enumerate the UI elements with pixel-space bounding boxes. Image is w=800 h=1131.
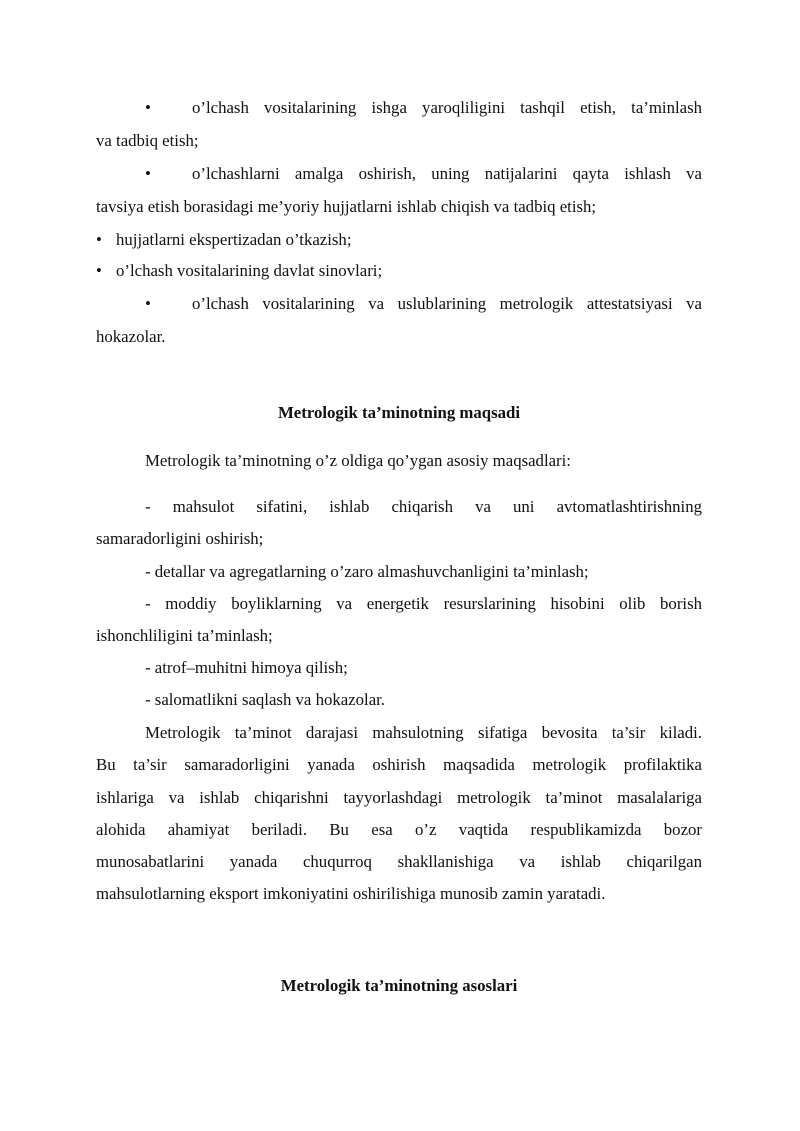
section-heading: Metrologik ta’minotning asoslari	[280, 976, 518, 995]
paragraph-line: alohida ahamiyat beriladi. Bu esa o’z vaqtida respublikamizda bozor	[96, 820, 702, 839]
paragraph-line: Metrologik ta’minot darajasi mahsulotning sifatiga bevosita ta’sir kiladi.	[145, 723, 702, 742]
bullet-marker: •	[145, 98, 151, 117]
bullet-marker: •	[96, 261, 102, 280]
section-heading: Metrologik ta’minotning maqsadi	[277, 403, 521, 422]
bullet-text: o’lchash vositalarining ishga yaroqliligini tashqil etish, ta’minlash	[192, 98, 702, 117]
bullet-marker: •	[145, 294, 151, 313]
paragraph-line: mahsulotlarning eksport imkoniyatini oshirilishiga munosib zamin yaratadi.	[96, 884, 606, 903]
goal-item: - mahsulot sifatini, ishlab chiqarish va uni avtomatlashtirishning	[145, 497, 702, 516]
paragraph-line: ishlariga va ishlab chiqarishni tayyorlashdagi metrologik ta’minot masalalariga	[96, 788, 702, 807]
intro-text: Metrologik ta’minotning o’z oldiga qo’ygan asosiy maqsadlari:	[145, 451, 571, 470]
paragraph-line: munosabatlarini yanada chuqurroq shakllanishiga va ishlab chiqarilgan	[96, 852, 702, 871]
goal-item: - moddiy boyliklarning va energetik resurslarining hisobini olib borish	[145, 594, 702, 613]
goal-item-cont: ishonchliligini ta’minlash;	[96, 626, 273, 645]
bullet-text: o’lchashlarni amalga oshirish, uning natijalarini qayta ishlash va	[192, 164, 702, 183]
bullet-text-cont: tavsiya etish borasidagi me’yoriy hujjatlarni ishlab chiqish va tadbiq etish;	[96, 197, 597, 216]
paragraph-line: Bu ta’sir samaradorligini yanada oshirish maqsadida metrologik profilaktika	[96, 755, 702, 774]
bullet-text: o’lchash vositalarining va uslublarining metrologik attestatsiyasi va	[192, 294, 702, 313]
goal-item: - detallar va agregatlarning o’zaro almashuvchanligini ta’minlash;	[145, 562, 589, 581]
bullet-marker: •	[145, 164, 151, 183]
goal-item: - atrof–muhitni himoya qilish;	[145, 658, 348, 677]
goal-item: - salomatlikni saqlash va hokazolar.	[145, 690, 386, 709]
goal-item-cont: samaradorligini oshirish;	[96, 529, 264, 548]
bullet-text: hujjatlarni ekspertizadan o’tkazish;	[116, 230, 352, 249]
bullet-text-cont: hokazolar.	[96, 327, 166, 346]
bullet-text: o’lchash vositalarining davlat sinovlari;	[116, 261, 383, 280]
bullet-marker: •	[96, 230, 102, 249]
bullet-text-cont: va tadbiq etish;	[96, 131, 199, 150]
